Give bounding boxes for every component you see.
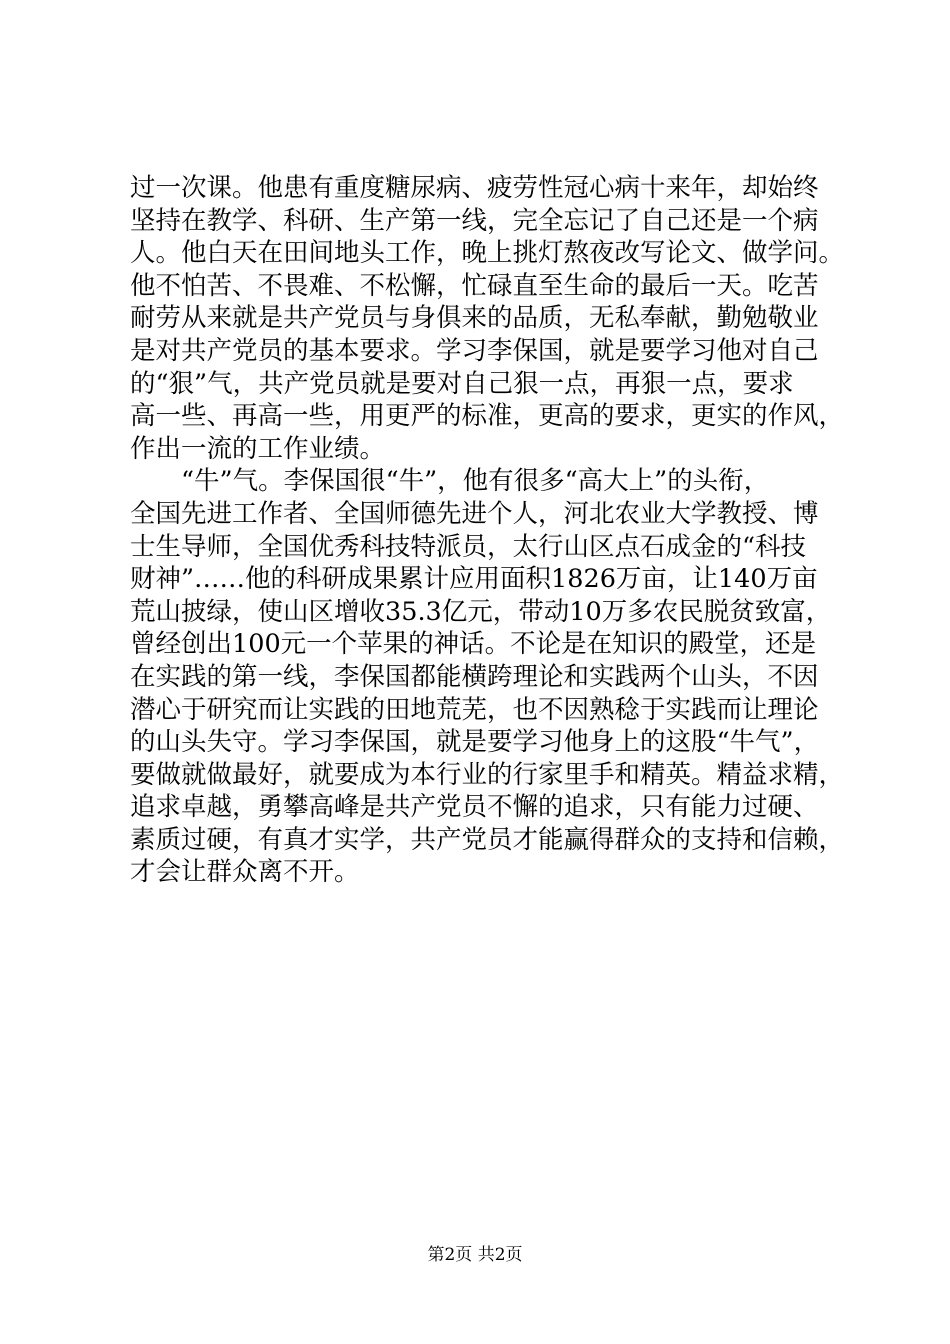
text-line: 在实践的第一线，李保国都能横跨理论和实践两个山头，不因 [130,661,819,692]
text-line: 作出一流的工作业绩。 [130,433,386,464]
text-line: 曾经创出100元一个苹果的神话。不论是在知识的殿堂，还是 [130,629,817,660]
text-line: 要做就做最好，就要成为本行业的行家里手和精英。精益求精， [130,759,845,790]
text-line: 士生导师，全国优秀科技特派员，太行山区点石成金的“科技 [130,531,807,562]
text-line: 的山头失守。学习李保国，就是要学习他身上的这股“牛气”， [130,727,820,758]
text-line: 追求卓越，勇攀高峰是共产党员不懈的追求，只有能力过硬、 [130,792,819,823]
text-line: 才会让群众离不开。 [130,857,360,888]
text-line: 的“狠”气，共产党员就是要对自己狠一点，再狠一点，要求 [130,368,794,399]
text-line: 他不怕苦、不畏难、不松懈，忙碌直至生命的最后一天。吃苦 [130,270,819,301]
text-line: 素质过硬，有真才实学，共产党员才能赢得群众的支持和信赖， [130,824,845,855]
text-line: 全国先进工作者、全国师德先进个人，河北农业大学教授、博 [130,498,819,529]
page-number: 第2页 共2页 [427,1245,523,1265]
body-text [130,172,845,889]
text-line: 人。他白天在田间地头工作，晚上挑灯熬夜改写论文、做学问。 [130,238,845,269]
text-line: 耐劳从来就是共产党员与身俱来的品质，无私奉献，勤勉敬业 [130,303,819,334]
text-line: 坚持在教学、科研、生产第一线，完全忘记了自己还是一个病 [130,205,819,236]
text-line: 潜心于研究而让实践的田地荒芜，也不因熟稔于实践而让理论 [130,694,819,725]
text-line: 高一些、再高一些，用更严的标准，更高的要求，更实的作风， [130,401,845,432]
text-line: 是对共产党员的基本要求。学习李保国，就是要学习他对自己 [130,335,819,366]
text-line: 过一次课。他患有重度糖尿病、疲劳性冠心病十来年，却始终 [130,173,819,203]
text-line: 财神”……他的科研成果累计应用面积1826万亩，让140万亩 [130,564,818,595]
page-footer [0,1244,950,1266]
text-line: 荒山披绿，使山区增收35.3亿元，带动10万多农民脱贫致富， [130,596,832,627]
text-line: “牛”气。李保国很“牛”，他有很多“高大上”的头衔， [130,466,770,497]
